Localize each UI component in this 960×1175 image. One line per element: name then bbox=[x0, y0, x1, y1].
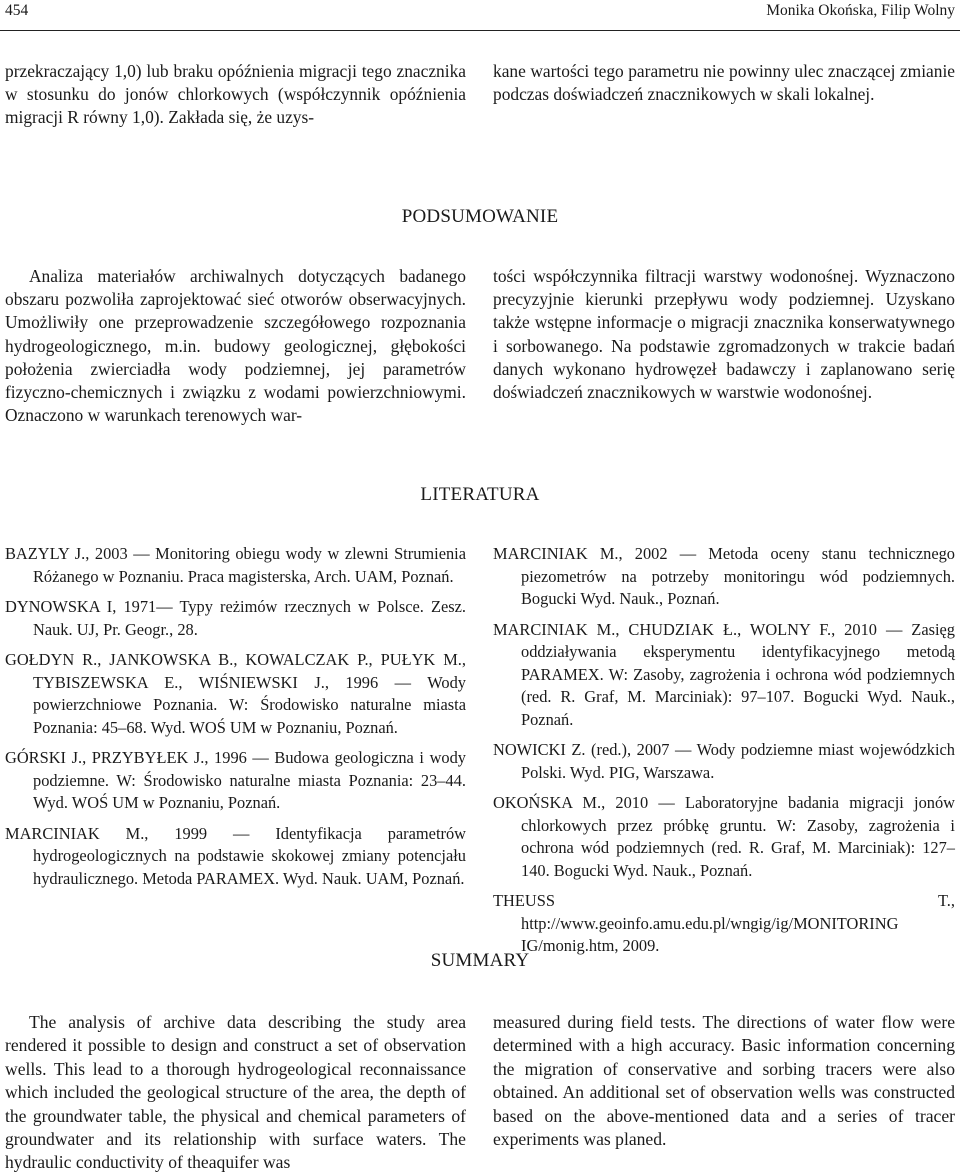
reference-entry: MARCINIAK M., 2002 — Metoda oceny stanu technicznego piezometrów na potrzeby monitoringu wód podziemnych. Bogucki Wyd. Nauk., Poznań. bbox=[493, 544, 955, 608]
references-right-column bbox=[493, 543, 955, 958]
summary-right-column bbox=[493, 1011, 955, 1151]
running-head-authors: Monika Okońska, Filip Wolny bbox=[766, 2, 955, 19]
reference-entry: OKOŃSKA M., 2010 — Laboratoryjne badania migracji jonów chlorkowych przez próbkę gruntu. W: Zasoby, zagrożenia i ochrona wód podziemnych (red. R. Graf, M. Marciniak): 127–140. Bogucki Wyd. Nauk., Poznań. bbox=[493, 793, 955, 880]
running-header bbox=[5, 0, 955, 22]
intro-left-column bbox=[5, 60, 466, 130]
reference-entry: MARCINIAK M., 1999 — Identyfikacja parametrów hydrogeologicznych na podstawie skokowej zmiany potencjału hydraulicznego. Metoda PARAMEX. Wyd. Nauk. UAM, Poznań. bbox=[5, 823, 466, 888]
reference-entry: GOŁDYN R., JANKOWSKA B., KOWALCZAK P., PUŁYK M., TYBISZEWSKA E., WIŚNIEWSKI J., 1996 — Wody powierzchniowe Poznania. W: Środowisko naturalne miasta Poznania: 45–68. Wyd. WOŚ UM w Poznaniu, Poznań. bbox=[5, 650, 466, 737]
reference-entry: BAZYLY J., 2003 — Monitoring obiegu wody w zlewni Strumienia Różanego w Poznaniu. Praca magisterska, Arch. UAM, Poznań. bbox=[5, 544, 466, 586]
intro-right-paragraph: kane wartości tego parametru nie powinny ulec znaczącej zmianie podczas doświadczeń znacznikowych w skali lokalnej. bbox=[493, 61, 955, 105]
summary-left-paragraph: The analysis of archive data describing the study area rendered it possible to design and construct a set of observation wells. This lead to a thorough hydrogeological reconnaissance which included the geological structure of the area, the depth of the groundwater table, the physical and chemical parameters of groundwater and its relationship with surface waters. The hydraulic conductivity of theaquifer was bbox=[5, 1012, 466, 1173]
intro-left-paragraph: przekraczający 1,0) lub braku opóźnienia migracji tego znacznika w stosunku do jonów chlorkowych (współczynnik opóźnienia migracji R równy 1,0). Zakłada się, że uzys- bbox=[5, 61, 466, 128]
reference-entry: THEUSS T., http://www.geoinfo.amu.edu.pl/wngig/ig/MONITORING IG/monig.htm, 2009. bbox=[493, 891, 955, 955]
page-number: 454 bbox=[5, 2, 29, 19]
reference-entry: GÓRSKI J., PRZYBYŁEK J., 1996 — Budowa geologiczna i wody podziemne. W: Środowisko naturalne miasta Poznania: 23–44. Wyd. WOŚ UM w Poznaniu, Poznań. bbox=[5, 748, 466, 812]
references-left-column bbox=[5, 543, 466, 890]
podsumowanie-heading: PODSUMOWANIE bbox=[401, 206, 559, 227]
summary-left-column bbox=[5, 1011, 466, 1175]
summary-heading: SUMMARY bbox=[430, 950, 530, 971]
podsumowanie-right-column bbox=[493, 265, 955, 404]
reference-entry: MARCINIAK M., CHUDZIAK Ł., WOLNY F., 2010 — Zasięg oddziaływania eksperymentu identyfikacyjnego metodą PARAMEX. W: Zasoby, zagrożenia i ochrona wód podziemnych (red. R. Graf, M. Marciniak): 97–107. Bogucki Wyd. Nauk., Poznań. bbox=[493, 619, 955, 729]
podsumowanie-left-column bbox=[5, 265, 466, 427]
reference-entry: NOWICKI Z. (red.), 2007 — Wody podziemne miast wojewódzkich Polski. Wyd. PIG, Warszawa. bbox=[493, 740, 955, 782]
podsumowanie-right-paragraph: tości współczynnika filtracji warstwy wodonośnej. Wyznaczono precyzyjnie kierunki przepływu wody podziemnej. Uzyskano także wstępne informacje o migracji znacznika konserwatywnego i sorbowanego. Na podstawie zgromadzonych w trakcie badań danych wykonano hydrowęzeł badawczy i zaplanowano serię doświadczeń znacznikowych w warstwie wodonośnej. bbox=[493, 266, 955, 403]
intro-right-column bbox=[493, 60, 955, 106]
reference-entry: DYNOWSKA I, 1971— Typy reżimów rzecznych w Polsce. Zesz. Nauk. UJ, Pr. Geogr., 28. bbox=[5, 597, 466, 639]
summary-right-paragraph: measured during field tests. The directions of water flow were determined with a high accuracy. Basic information concerning the migration of conservative and sorbing tracers were also obtained. An additional set of observation wells was constructed based on the above-mentioned data and a series of tracer experiments was planed. bbox=[493, 1012, 955, 1150]
header-rule bbox=[0, 30, 960, 31]
podsumowanie-left-paragraph: Analiza materiałów archiwalnych dotyczących badanego obszaru pozwoliła zaprojektować sieć otworów obserwacyjnych. Umożliwiły one przeprowadzenie szczegółowego rozpoznania hydrogeologicznego, m.in. budowy geologicznej, głębokości położenia zwierciadła wody podziemnej, jej parametrów fizyczno-chemicznych i związku z wodami powierzchniowymi. Oznaczono w warunkach terenowych war- bbox=[5, 266, 466, 426]
literatura-heading: LITERATURA bbox=[420, 484, 540, 505]
